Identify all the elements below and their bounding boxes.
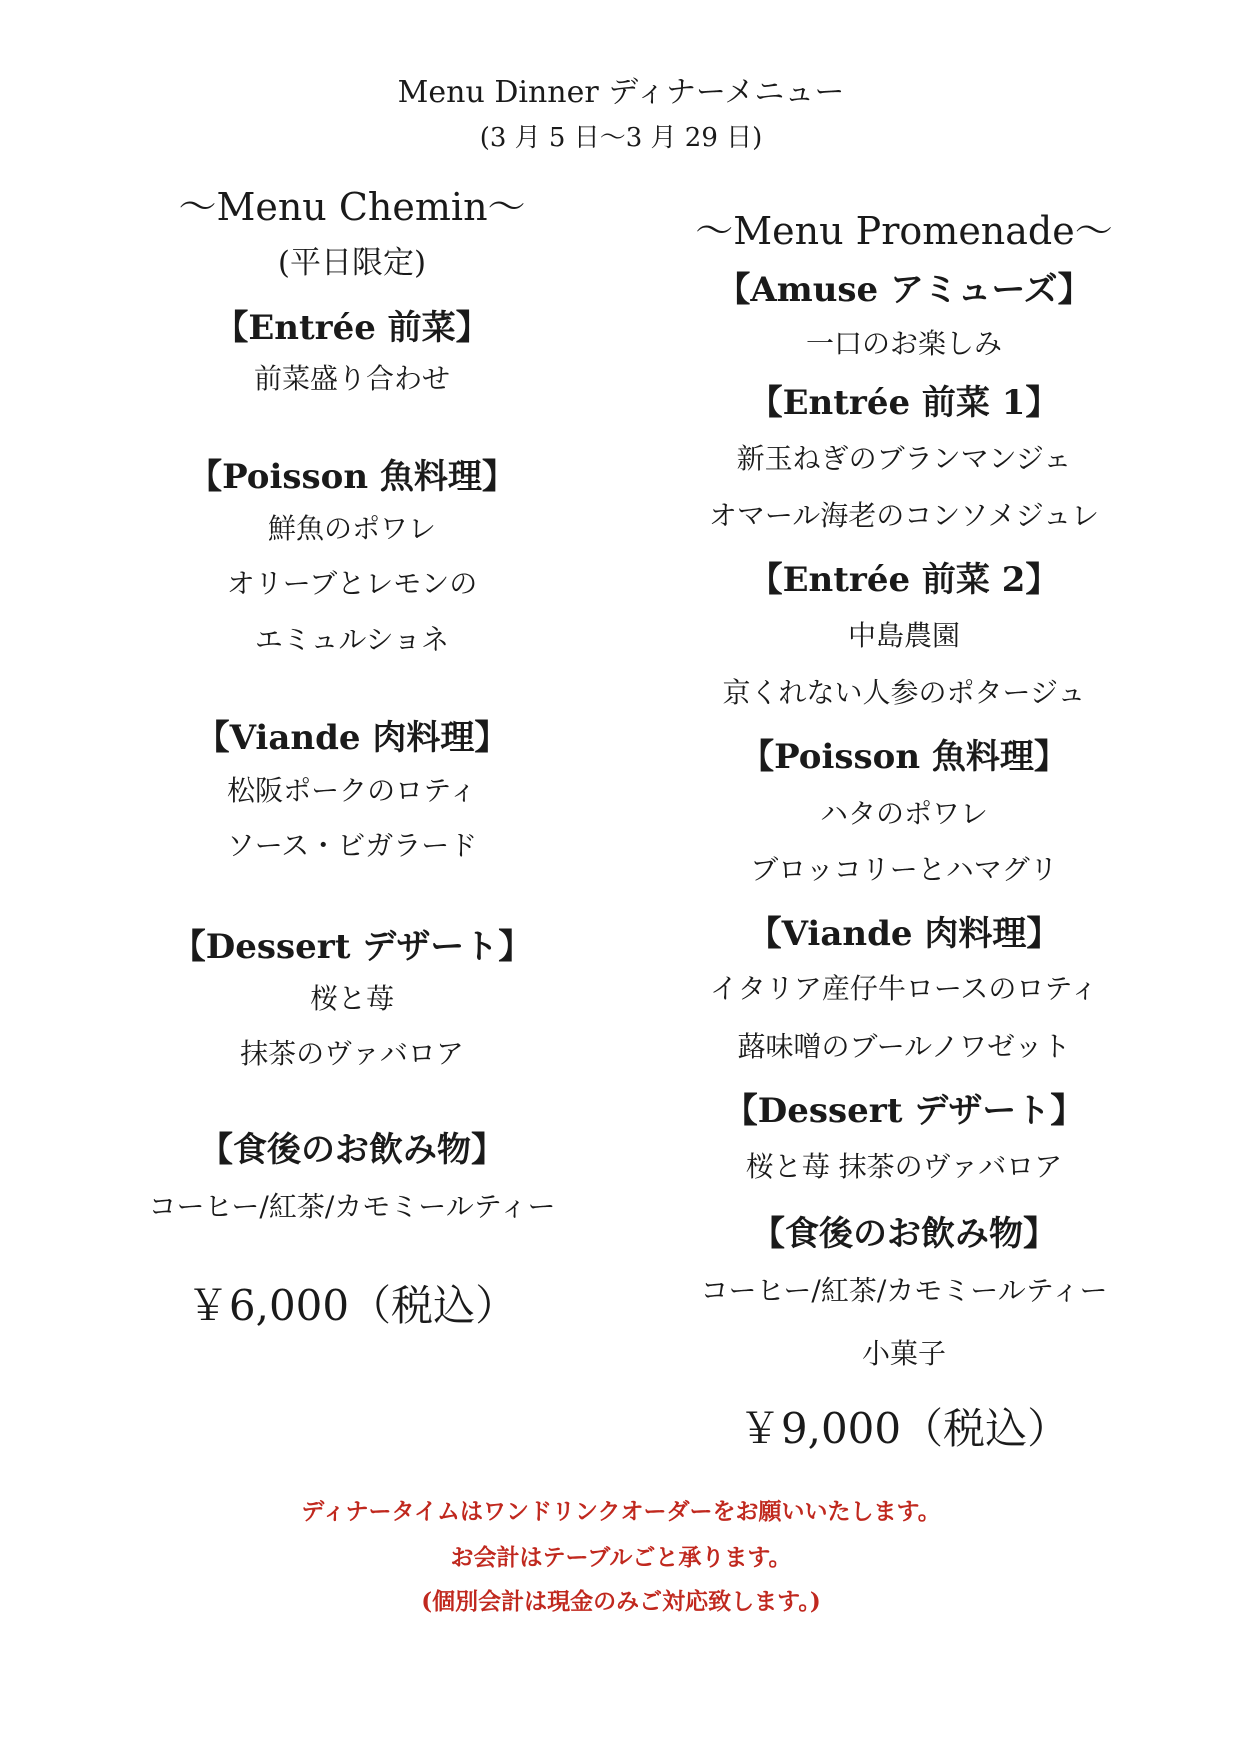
chemin-dessert-item: 桜と苺 <box>309 982 395 1015</box>
promenade-drinks-item: 小菓子 <box>861 1337 947 1370</box>
chemin-viande-item: 松阪ポークのロティ <box>227 774 477 807</box>
chemin-dessert-item: 抹茶のヴァバロア <box>240 1037 464 1070</box>
chemin-drinks-heading: 【食後のお飲み物】 <box>199 1130 505 1170</box>
chemin-dessert-heading: 【Dessert デザート】 <box>171 927 533 967</box>
promenade-entree1-heading: 【Entrée 前菜 1】 <box>748 383 1060 423</box>
course-name-promenade: 〜Menu Promenade〜 <box>695 209 1113 253</box>
promenade-price: ￥9,000（税込） <box>738 1404 1070 1453</box>
chemin-entree-heading: 【Entrée 前菜】 <box>214 308 490 348</box>
promenade-amuse-heading: 【Amuse アミューズ】 <box>716 270 1092 310</box>
promenade-entree2-item: 中島農園 <box>847 619 961 652</box>
chemin-entree-item: 前菜盛り合わせ <box>253 362 451 395</box>
footer-note: (個別会計は現金のみご対応致します。) <box>421 1588 821 1615</box>
promenade-drinks-heading: 【食後のお飲み物】 <box>751 1214 1057 1254</box>
chemin-drinks-item: コーヒー/紅茶/カモミールティー <box>148 1190 556 1223</box>
promenade-entree1-item: オマール海老のコンソメジュレ <box>708 499 1100 532</box>
promenade-viande-heading: 【Viande 肉料理】 <box>747 914 1061 954</box>
promenade-drinks-item: コーヒー/紅茶/カモミールティー <box>700 1274 1108 1307</box>
chemin-price: ￥6,000（税込） <box>186 1281 518 1330</box>
promenade-entree2-heading: 【Entrée 前菜 2】 <box>748 560 1060 600</box>
chemin-poisson-item: オリーブとレモンの <box>226 567 478 600</box>
course-name-chemin: 〜Menu Chemin〜 <box>178 185 526 229</box>
chemin-poisson-item: エミュルショネ <box>254 623 450 656</box>
promenade-viande-item: 蕗味噌のブールノワゼット <box>737 1030 1071 1063</box>
promenade-entree1-item: 新玉ねぎのブランマンジェ <box>736 442 1072 475</box>
menu-title: Menu Dinner ディナーメニュー <box>397 75 845 110</box>
menu-period: (3 月 5 日〜3 月 29 日) <box>479 123 763 153</box>
promenade-dessert-heading: 【Dessert デザート】 <box>723 1091 1085 1131</box>
promenade-viande-item: イタリア産仔牛ロースのロティ <box>709 972 1099 1005</box>
chemin-poisson-item: 鮮魚のポワレ <box>267 512 437 545</box>
promenade-entree2-item: 京くれない人参のポタージュ <box>722 676 1086 709</box>
footer-note: お会計はテーブルごと承ります。 <box>450 1544 792 1571</box>
chemin-viande-heading: 【Viande 肉料理】 <box>195 718 509 758</box>
promenade-poisson-heading: 【Poisson 魚料理】 <box>740 737 1068 777</box>
promenade-dessert-item: 桜と苺 抹茶のヴァバロア <box>745 1150 1063 1183</box>
promenade-poisson-item: ブロッコリーとハマグリ <box>750 853 1058 886</box>
promenade-poisson-item: ハタのポワレ <box>819 797 989 830</box>
weekday-only-note: (平日限定) <box>277 245 427 281</box>
chemin-poisson-heading: 【Poisson 魚料理】 <box>188 457 516 497</box>
footer-note: ディナータイムはワンドリンクオーダーをお願いいたします。 <box>301 1498 941 1525</box>
chemin-viande-item: ソース・ビガラード <box>226 829 478 862</box>
promenade-amuse-item: 一口のお楽しみ <box>805 327 1003 360</box>
